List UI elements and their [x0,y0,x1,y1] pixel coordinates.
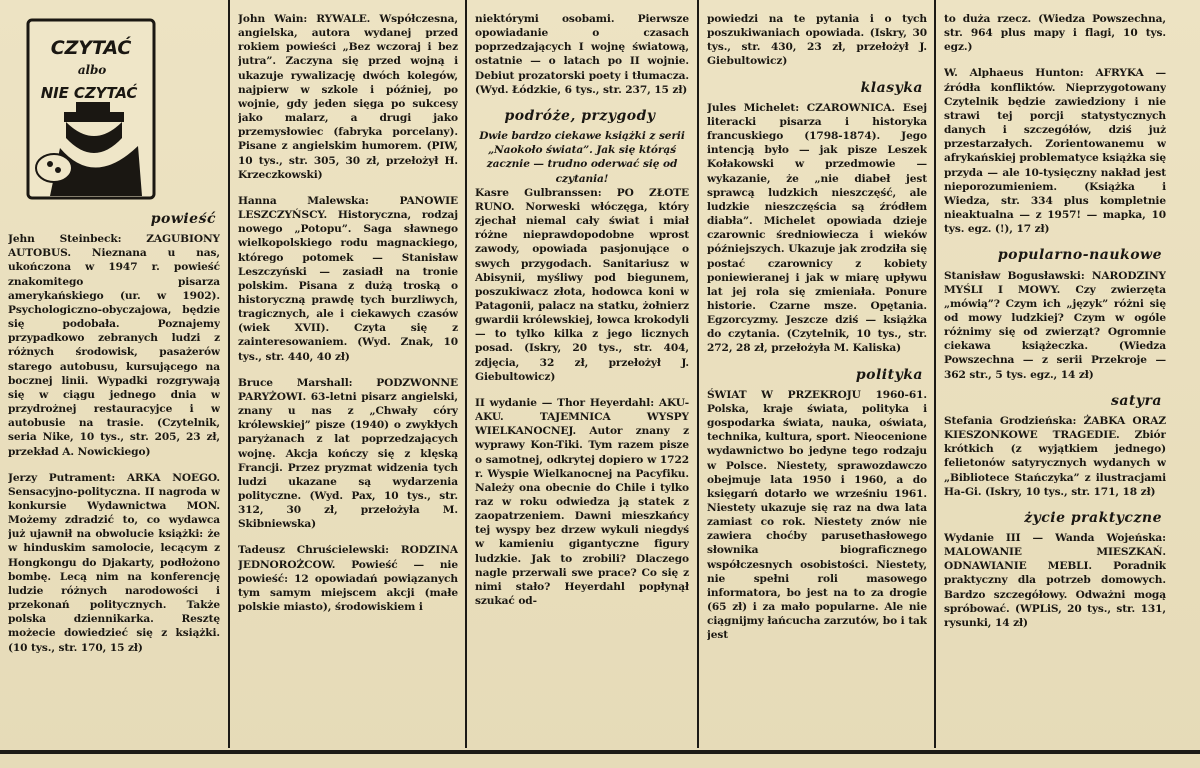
section-klasyka: klasyka [860,79,923,96]
review-wojenska: Wydanie III — Wanda Wojeńska: MALOWANIE MIESZKAŃ. ODNAWIANIE MEBLI. Poradnik praktyczny dla potrzeb domowych. Bardzo szczegółowy. Odważni mogą spróbować. (WPLiS, 20 tys., str. 131, rysunki, 14 zł) [944,532,1166,629]
column-divider [465,0,467,748]
review-steinbeck: Jehn Steinbeck: ZAGUBIONY AUTOBUS. Nieznana u nas, ukończona w 1947 r. powieść znakomitego pisarza amerykańskiego (ur. w 1902). Psychologiczno-obyczajowa, będzie się podobała. Poznajemy przypadkowo zebranych ludzi z różnych środowisk, pasażerów starego autobusu, kursującego na bocznej linii. Wypadki rozgrywają się w ciągu jednego dnia w przydrożnej restauracyjce i w autobusie na trasie. (Czytelnik, seria Nike, 10 tys., str. 205, 23 zł, przekład A. Nowickiego) [8,233,220,458]
czytac-logo [26,18,156,200]
review-heyerdahl: II wydanie — Thor Heyerdahl: AKU-AKU. TAJEMNICA WYSPY WIELKANOCNEJ. Autor znany z wyprawy Kon-Tiki. Tym razem pisze o samotnej, odkrytej dopiero w 1722 r. Wyspie Wielkanocnej na Pacyfiku. Należy ona obecnie do Chile i tylko raz w roku odwiedza ją statek z zaopatrzeniem. Dawni mieszkańcy tej wyspy bez drzew wykuli niegdyś w kamieniu gigantyczne figury ludzkie. Jak to zrobili? Dlaczego nagle przerwali swe prace? Co się z nimi stało? Heyerdahl popłynął szukać od- [475,396,689,608]
review-gulbranssen: Kasre Gulbranssen: PO ZŁOTE RUNO. Norweski włóczęga, który zjechał niemal cały świat i miał różne nieprawdopodobne wprost zawody, opowiada pasjonujące o swych przygodach. Sanitariusz w Abisynii, myśliwy pod biegunem, poszukiwacz złota, hodowca koni w Patagonii, palacz na statku, żołnierz gwardii królewskiej, łowca krokodyli — to tylko kilka z jego licznych posad. (Iskry, 20 tys., str. 404, zdjęcia, 32 zł, przełożył J. Giebultowicz) [475,186,689,383]
logo-line-3: NIE CZYTAĆ [40,84,138,102]
column-divider [934,0,936,748]
column-divider [697,0,699,748]
review-wain: John Wain: RYWALE. Współczesna, angielska, autora wydanej przed rokiem powieści „Bez wczoraj i bez jutra”. Zaczyna się przed wojną i ukazuje rywalizację dwóch kolegów, najpierw w szkole i później, po wojnie, gdy jeden sięga po sukcesy jako malarz, a drugi jako przemysłowiec (fabryka porcelany). Pisane z angielskim humorem. (PIW, 10 tys., str. 305, 30 zł, przełożył H. Krzeczkowski) [238,13,458,181]
section-zycie: życie praktyczne [1024,509,1162,526]
bottom-rule [0,750,1200,754]
column-2 [238,0,458,760]
review-putrament: Jerzy Putrament: ARKA NOEGO. Sensacyjno-polityczna. II nagroda w konkursie Wydawnictwa MON. Możemy zdradzić to, co wydawca już ujawnił na obwolucie książki: że w hinduskim samolocie, lecącym z Hongkongu do Djakarty, podłożono bombę. Lecą nim na konferencję ludzie różnych narodowości i przekonań politycznych. Także polska dziennikarka. Resztę możecie dowiedzieć się z książki. (10 tys., str. 170, 15 zł) [8,471,220,654]
logo-line-2: albo [77,63,107,77]
review-marshall: Bruce Marshall: PODZWONNE PARYŻOWI. 63-letni pisarz angielski, znany u nas z „Chwały córy królewskiej” pisze (1940) o zwykłych paryżanach z lat poprzedzających wojnę. Akcja kończy się z klęską Francji. Przez pryzmat widzenia tych ludzi ukazane są wydarzenia polityczne. (Wyd. Pax, 10 tys., str. 312, 30 zł, przełożyła M. Skibniewska) [238,376,458,531]
travel-note: Dwie bardzo ciekawe książki z serii „Naokoło świata”. Jak się którąś zacznie — trudno oderwać się od czytania! [479,130,685,185]
column-5 [944,0,1166,760]
column-divider [228,0,230,748]
review-grodzienska: Stefania Grodzieńska: ŻABKA ORAZ KIESZONKOWE TRAGEDIE. Zbiór krótkich (z wyjątkiem jednego) felietonów satyrycznych wydanych w „Bibliotece Stańczyka” z ilustracjami Ha-Gi. (Iskry, 10 tys., str. 171, 18 zł) [944,414,1166,498]
section-satyra: satyra [1110,392,1162,409]
review-swiat: ŚWIAT W PRZEKROJU 1960-61. Polska, kraje świata, polityka i gospodarka świata, nauka, oświata, technika, kultura, sport. Nieocenione wydawnictwo bo jedyne tego rodzaju w Polsce. Niestety, sprawozdawczo obejmuje lata 1950 i 1960, a do księgarń dotarło we wrześniu 1961. Niestety ukazuje się raz na dwa lata zamiast co rok. Niestety znów nie zawiera choćby parusethasłowego słownika biograficznego współczesnych osobistości. Niestety, nie spełni roli masowego informatora, bo jest na to za drogie (65 zł) i za mało popularne. Ale nie ciągnijmy łańcucha zarzutów, bo i tak jest [707,388,927,642]
review-boguslawski: Stanisław Bogusławski: NARODZINY MYŚLI I MOWY. Czy zwierzęta „mówią”? Czym ich „język” różni się od mowy ludzkiej? Czym w ogóle różnimy się od zwierząt? Ogromnie ciekawa książeczka. (Wiedza Powszechna — z serii Przekroje — 362 str., 5 tys. egz., 14 zł) [944,269,1166,381]
column-3 [475,0,689,760]
review-michelet: Jules Michelet: CZAROWNICA. Esej literacki pisarza i historyka francuskiego (1798-1874). Jego intencją było — jak pisze Leszek Kołakowski w przedmowie — wykazanie, że „nie diabeł jest sprawcą ludzkich nieszczęść, ale ludzkie nieszczęścia są źródłem diabła”. Michelet opowiada dzieje czarownic średniowiecza i wieków późniejszych. Ukazuje jak zrodziła się postać czarownicy z kobiety poniewieranej i jak w miarę upływu lat jej rola się zmieniała. Ponure historie. Czarne msze. Opętania. Egzorcyzmy. Jeszcze dziś — książka do czytania. (Czytelnik, 10 tys., str. 272, 28 zł, przełożyła M. Kaliska) [707,101,927,355]
review-hunton: W. Alphaeus Hunton: AFRYKA — źródła konfliktów. Nieprzygotowany Czytelnik będzie zawiedziony i nie strawi tej porcji statystycznych danych i szczegółów, dziś już przestarzałych. Zorientowanemu w afrykańskiej problematyce książka się przyda — ale 10-tysięczny nakład jest nieporozumieniem. (Książka i Wiedza, str. 334 plus kompletnie nieaktualna — z 1957! — mapka, 10 tys. egz. (!), 17 zł) [944,67,1166,236]
column-1 [8,0,220,748]
section-popularno: popularno-naukowe [997,247,1162,264]
column-4 [707,0,927,760]
reader-illustration-icon [26,18,156,200]
review-chruscielewski-cont: niektórymi osobami. Pierwsze opowiadanie o czasach poprzedzających I wojnę światową, ostatnie — o latach po II wojnie. Debiut prozatorski poety i tłumacza. (Wyd. Łódzkie, 6 tys., str. 237, 15 zł) [475,13,689,96]
section-powiesc: powieść [150,211,216,227]
section-polityka: polityka [855,366,923,383]
review-malewska: Hanna Malewska: PANOWIE LESZCZYŃSCY. Historyczna, rodzaj nowego „Potopu”. Saga sławnego wielkopolskiego rodu magnackiego, którego potomek — Stanisław Leszczyński — zasiadł na tronie polskim. Pisana z dużą troską o historyczną prawdę tych burzliwych, tragicznych, ale i ciekawych czasów (wiek XVII). Czyta się z zainteresowaniem. (Wyd. Znak, 10 tys., str. 440, 40 zł) [238,194,458,363]
review-chruscielewski: Tadeusz Chruścielewski: RODZINA JEDNOROŻCOW. Powieść — nie powieść: 12 opowiadań powiązanych tym samym miejscem akcji (małe polskie miasto), środowiskiem i [238,544,458,614]
review-heyerdahl-cont: powiedzi na te pytania i o tych poszukiwaniach opowiada. (Iskry, 30 tys., str. 430, 23 zł, przełożył J. Giebultowicz) [707,13,927,68]
section-podroze: podróże, przygody [504,107,656,124]
logo-line-1: CZYTAĆ [50,37,132,59]
review-swiat-cont: to duża rzecz. (Wiedza Powszechna, str. 964 plus mapy i flagi, 10 tys. egz.) [944,13,1166,54]
